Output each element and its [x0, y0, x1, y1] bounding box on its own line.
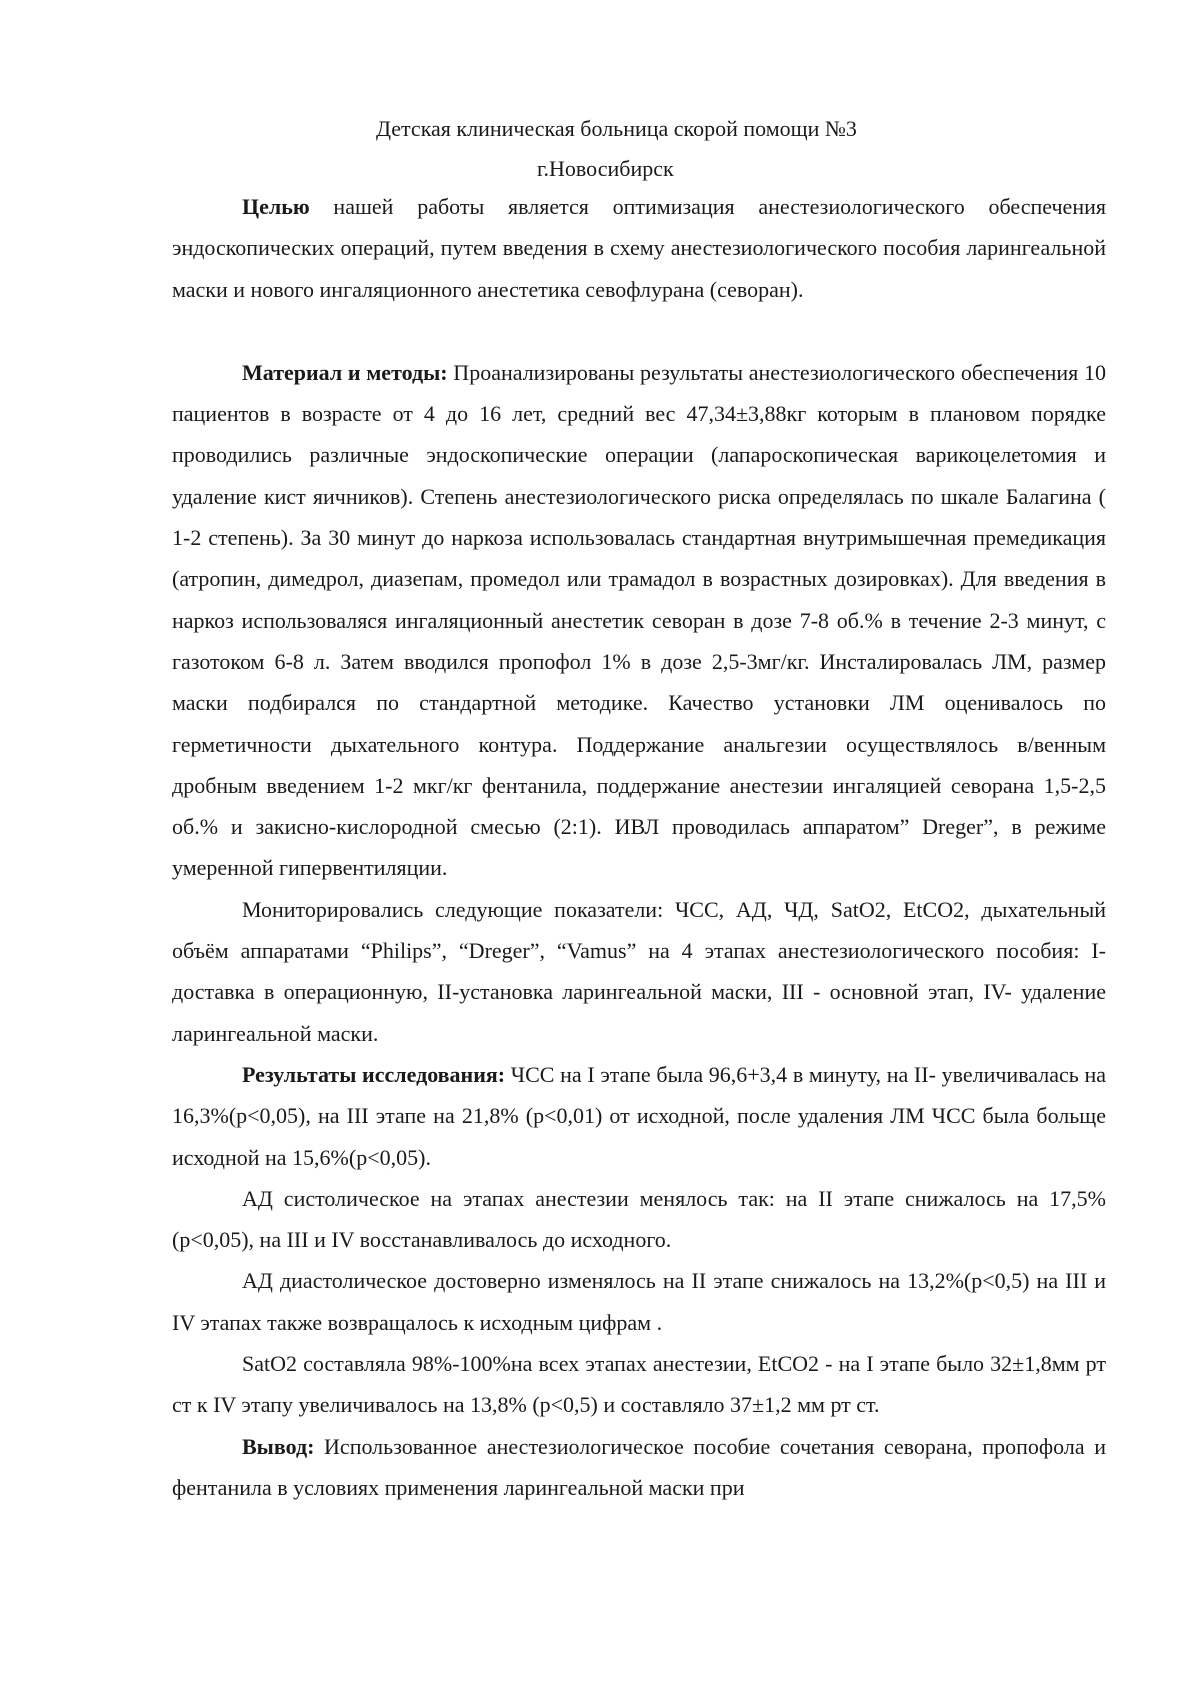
methods-text: Проанализированы результаты анестезиологического обеспечения 10 пациентов в возрасте от 4 до 16 лет, средний вес 47,34±3,88кг которым в плановом порядке проводились различные эндоскопические операции (лапароскопическая варикоцелетомия и удаление кист яичников). Степень анестезиологического риска определялась по шкале Балагина ( 1-2 степень). За 30 минут до наркоза использовалась стандартная внутримышечная премедикация (атропин, димедрол, диазепам, промедол или трамадол в возрастных дозировках). Для введения в наркоз использоваляся ингаляционный анестетик севоран в дозе 7-8 об.% в течение 2-3 минут, с газотоком 6-8 л. Затем вводился пропофол 1% в дозе 2,5-3мг/кг. Инсталировалась ЛМ, размер маски подбирался по стандартной методике. Качество установки ЛМ оценивалось по герметичности дыхательного контура. Поддержание анальгезии осуществлялось в/венным дробным введением 1-2 мкг/кг фентанила, поддержание анестезии ингаляцией севорана 1,5-2,5 об.% и закисно-кислородной смесью (2:1). ИВЛ проводилась аппаратом” Dreger”, в режиме умеренной гипервентиляции. — [172, 359, 1107, 881]
methods-label: Материал и методы: — [242, 359, 448, 385]
monitoring-text: Мониторировались следующие показатели: ЧСС, АД, ЧД, SatO2, EtCO2, дыхательный объём аппаратами “Philips”, “Dreger”, “Vamus” на 4 этапах анестезиологического пособия: I-доставка в операционную, II-установка ларингеальной маски, III - основной этап, IV- удаление ларингеальной маски. — [172, 896, 1106, 1046]
monitoring-paragraph — [172, 889, 1106, 1054]
city-name: г.Новосибирск — [537, 156, 674, 181]
methods-paragraph — [172, 352, 1106, 889]
conclusion-label: Вывод: — [242, 1433, 315, 1459]
results-label: Результаты исследования: — [242, 1061, 506, 1087]
systolic-text: АД систолическое на этапах анестезии менялось так: на II этапе снижалось на 17,5%(p<0,05), на III и IV восстанавливалось до исходного. — [172, 1185, 1106, 1253]
hospital-name: Детская клиническая больница скорой помощи №3 — [376, 116, 857, 141]
conclusion-paragraph — [172, 1426, 1106, 1509]
results-paragraph — [172, 1054, 1106, 1178]
results-text: ЧСС на I этапе была 96,6+3,4 в минуту, на II- увеличивалась на 16,3%(p<0,05), на III этапе на 21,8% (p<0,01) от исходной, после удаления ЛМ ЧСС была больще исходной на 15,6%(p<0,05). — [172, 1061, 1107, 1170]
goal-text: нашей работы является оптимизация анестезиологического обеспечения эндоскопических операций, путем введения в схему анестезиологического пособия ларингеальной маски и нового ингаляционного анестетика севофлурана (севоран). — [172, 194, 1106, 302]
goal-label: Целью — [242, 194, 310, 219]
document-body — [172, 186, 1106, 1508]
sat-text: SatO2 составляла 98%-100%на всех этапах анестезии, EtCO2 - на I этапе было 32±1,8мм рт ст к IV этапу увеличивалось на 13,8% (p<0,5) и составляло 37±1,2 мм рт ст. — [172, 1351, 1106, 1418]
paragraph-gap — [172, 310, 1106, 352]
systolic-paragraph — [172, 1178, 1106, 1261]
diastolic-text: АД диастолическое достоверно изменялось на II этапе снижалось на 13,2%(p<0,5) на III и IV этапах также возвращалось к исходным цифрам . — [172, 1268, 1106, 1335]
goal-paragraph — [172, 186, 1106, 310]
conclusion-text: Использованное анестезиологическое пособие сочетания севорана, пропофола и фентанила в условиях применения ларингеальной маски при — [172, 1433, 1106, 1500]
diastolic-paragraph — [172, 1260, 1106, 1343]
sat-paragraph — [172, 1343, 1106, 1426]
